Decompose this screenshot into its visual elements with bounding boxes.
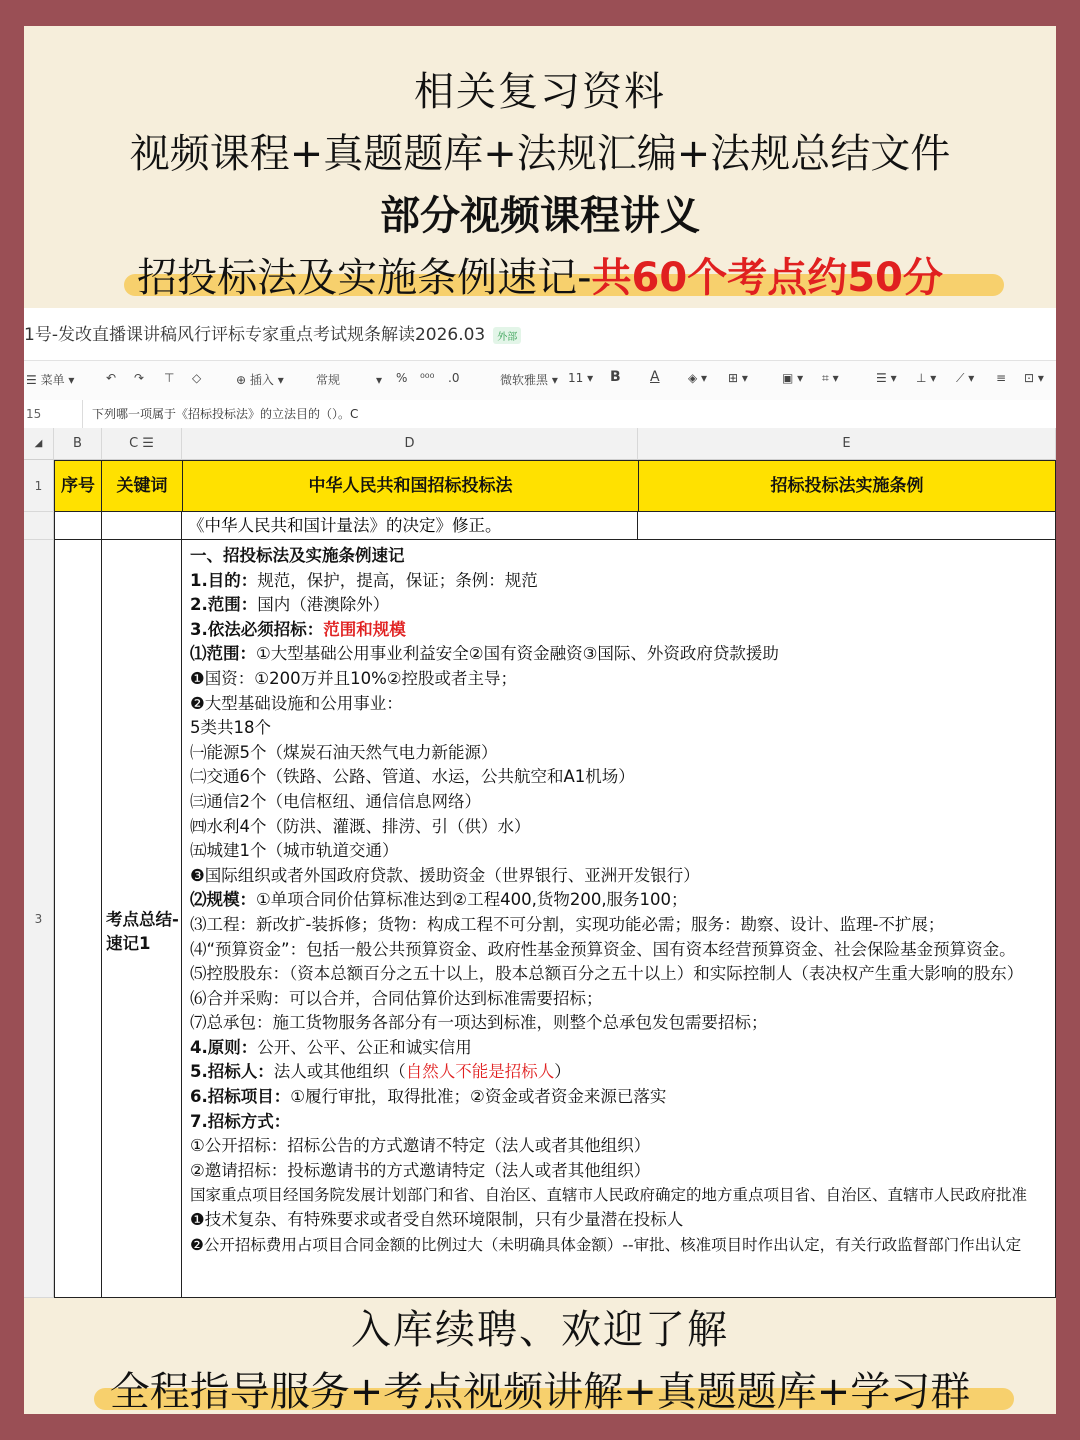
content-text: ①履行审批，取得批准；②资金或者资金来源已落实 bbox=[290, 1087, 667, 1107]
percent-button[interactable]: % bbox=[396, 371, 408, 385]
column-header-e[interactable] bbox=[638, 428, 1056, 460]
content-line: ②邀请招标：投标邀请书的方式邀请特定（法人或者其他组织） bbox=[190, 1160, 651, 1180]
wrap-text-icon[interactable]: ≡ bbox=[996, 371, 1007, 385]
content-line: ㈠能源5个（煤炭石油天然气电力新能源） bbox=[190, 742, 498, 762]
content-line bbox=[186, 569, 1056, 594]
content-line: ㈣水利4个（防洪、灌溉、排涝、引（供）水） bbox=[190, 816, 531, 836]
header-title: 相关复习资料 bbox=[414, 69, 666, 115]
number-format-label: 常规 bbox=[316, 373, 341, 387]
formula-bar bbox=[24, 400, 1056, 429]
header-summary-highlight: 共60个考点约50分 bbox=[591, 255, 943, 301]
header-lecture-notes: 部分视频课程讲义 bbox=[380, 193, 700, 239]
fill-color-icon[interactable]: ◈ ▾ bbox=[688, 371, 708, 385]
content-line: ㈤城建1个（城市轨道交通） bbox=[190, 841, 399, 861]
menu-icon: ☰ bbox=[26, 373, 37, 387]
row-header-1[interactable]: 1 bbox=[24, 460, 54, 512]
content-text: 国内（港澳除外） bbox=[257, 595, 390, 615]
header-cell-seq[interactable]: 序号 bbox=[54, 460, 102, 512]
content-line: ㈡交通6个（铁路、公路、管道、水运，公共航空和A1机场） bbox=[190, 767, 635, 787]
content-line bbox=[186, 1085, 1056, 1110]
spreadsheet-screenshot bbox=[24, 308, 1056, 1298]
plus-icon: ⊕ bbox=[236, 373, 247, 387]
content-text: 规范，保护，提高，保证；条例：规范 bbox=[257, 570, 538, 590]
content-line bbox=[186, 1110, 1056, 1135]
footer-invite: 入库续聘、欢迎了解 bbox=[351, 1307, 729, 1353]
footer-services: 全程指导服务+考点视频讲解+真题题库+学习群 bbox=[109, 1369, 971, 1414]
content-line: ❶技术复杂、有特殊要求或者受自然环境限制，只有少量潜在投标人 bbox=[190, 1210, 684, 1230]
column-d-label: D bbox=[404, 436, 415, 451]
content-line bbox=[186, 1060, 1056, 1085]
font-size-select[interactable]: 11 ▾ bbox=[568, 371, 594, 385]
header-cell-regulation[interactable]: 招标投标法实施条例 bbox=[638, 460, 1056, 512]
font-family-label: 微软雅黑 bbox=[500, 373, 549, 387]
menu-button[interactable]: ☰ 菜单 ▾ bbox=[26, 373, 75, 387]
content-line: ⑸控股股东：（资本总额百分之五十以上，股本总额百分之五十以上）和实际控制人（表决权产生重大影响的股东） bbox=[190, 964, 1024, 984]
bold-button[interactable]: B bbox=[610, 369, 621, 385]
cell-reference[interactable]: 15 bbox=[24, 400, 83, 428]
redo-icon[interactable]: ↷ bbox=[134, 371, 145, 385]
column-header-d[interactable] bbox=[182, 428, 638, 460]
content-line: ⑷“预算资金”：包括一般公共预算资金、政府性基金预算资金、国有资本经营预算资金、社会保险基金预算资金。 bbox=[190, 939, 1016, 959]
header-cell-law[interactable]: 中华人民共和国招标投标法 bbox=[182, 460, 639, 512]
keyword-line-1: 考点总结- bbox=[106, 910, 179, 929]
content-label: 2.范围： bbox=[190, 595, 258, 615]
external-tag: 外部 bbox=[493, 327, 521, 344]
content-text: 法人或其他组织（ bbox=[273, 1062, 406, 1082]
row-header-2[interactable] bbox=[24, 512, 54, 540]
header-summary bbox=[24, 246, 1056, 303]
cell-c2[interactable] bbox=[102, 512, 182, 540]
content-text: ） bbox=[554, 1062, 571, 1082]
content-line bbox=[186, 593, 1056, 618]
text-rotate-icon[interactable]: ⟋ ▾ bbox=[956, 371, 975, 385]
keyword-cell-text bbox=[106, 908, 179, 956]
keyword-line-2: 速记1 bbox=[106, 934, 151, 953]
document-title-text: 1号-发改直播课讲稿风行评标专家重点考试规条解读2026.03 bbox=[24, 325, 486, 345]
cell-b2[interactable] bbox=[54, 512, 102, 540]
insert-button[interactable]: ⊕ 插入 ▾ bbox=[236, 373, 284, 387]
content-line: 国家重点项目经国务院发展计划部门和省、自治区、直辖市人民政府确定的地方重点项目省、自治区、直辖市人民政府批准 bbox=[190, 1186, 1028, 1205]
vertical-align-icon[interactable]: ⊥ ▾ bbox=[916, 371, 937, 385]
content-label: 5.招标人： bbox=[190, 1062, 274, 1082]
menu-label: 菜单 bbox=[40, 373, 65, 387]
insert-label: 插入 bbox=[249, 373, 274, 387]
column-e-label: E bbox=[842, 436, 851, 451]
document-title bbox=[24, 320, 521, 345]
select-all-corner[interactable]: ◢ bbox=[24, 428, 54, 460]
font-size-label: 11 bbox=[568, 371, 584, 385]
more-icon[interactable]: ⊡ ▾ bbox=[1024, 371, 1044, 385]
content-line: ①公开招标：招标公告的方式邀请不特定（法人或者其他组织） bbox=[190, 1136, 651, 1156]
undo-icon[interactable]: ↶ bbox=[106, 371, 117, 385]
content-line: ⑹合并采购：可以合并，合同估算价达到标准需要招标； bbox=[190, 988, 603, 1008]
content-text: 公开、公平、公正和诚实信用 bbox=[257, 1037, 472, 1057]
column-b-label: B bbox=[73, 436, 82, 451]
align-icon[interactable]: ☰ ▾ bbox=[876, 371, 897, 385]
content-line bbox=[186, 888, 1056, 913]
filter-icon[interactable]: ☰ bbox=[142, 436, 154, 451]
crop-icon[interactable]: ⌗ ▾ bbox=[822, 371, 839, 385]
content-highlight: 范围和规模 bbox=[323, 619, 406, 639]
header-summary-text: 招投标法及实施条例速记- bbox=[137, 255, 592, 301]
content-label: 3.依法必须招标： bbox=[190, 619, 324, 639]
merge-cells-icon[interactable]: ▣ ▾ bbox=[782, 371, 804, 385]
formula-input[interactable]: 下列哪一项属于《招标投标法》的立法目的（）。C bbox=[92, 407, 359, 421]
decimal-button[interactable]: .0 bbox=[448, 371, 460, 385]
content-label: ⑴范围： bbox=[190, 644, 256, 664]
content-line: ❷大型基础设施和公用事业： bbox=[190, 693, 403, 713]
content-line: ⑶工程：新改扩-装拆修；货物：构成工程不可分割，实现功能必需；服务：勘察、设计、监理-不扩展； bbox=[190, 914, 945, 934]
content-line: ❸国际组织或者外国政府贷款、援助资金（世界银行、亚洲开发银行） bbox=[190, 865, 700, 885]
font-family-select[interactable]: 微软雅黑 ▾ bbox=[500, 373, 558, 387]
content-line: ⑺总承包：施工货物服务各部分有一项达到标准，则整个总承包发包需要招标； bbox=[190, 1013, 768, 1033]
content-line: 5类共18个 bbox=[190, 718, 271, 738]
content-label: ⑵规模： bbox=[190, 890, 256, 910]
summary-content bbox=[186, 544, 1056, 1257]
eraser-icon[interactable]: ◇ bbox=[192, 371, 202, 385]
content-heading: 一、招投标法及实施条例速记 bbox=[190, 546, 405, 565]
content-line: ❷公开招标费用占项目合同金额的比例过大（未明确具体金额）--审批、核准项目时作出认定，有关行政监督部门作出认定 bbox=[190, 1235, 1022, 1254]
content-line bbox=[186, 642, 1056, 667]
content-line bbox=[186, 618, 1056, 643]
format-painter-icon[interactable]: ⊤ bbox=[164, 371, 175, 385]
content-label: 1.目的： bbox=[190, 570, 258, 590]
cell-e2[interactable] bbox=[638, 512, 1056, 540]
number-format-select[interactable]: 常规 ▾ bbox=[316, 373, 383, 387]
content-text: ①单项合同价估算标准达到②工程400,货物200,服务100； bbox=[256, 890, 688, 910]
toolbar bbox=[24, 360, 1056, 402]
header-subtitle: 视频课程+真题题库+法规汇编+法规总结文件 bbox=[129, 131, 951, 177]
border-icon[interactable]: ⊞ ▾ bbox=[728, 371, 748, 385]
content-line: ㈢通信2个（电信枢纽、通信信息网络） bbox=[190, 791, 481, 811]
content-line bbox=[186, 544, 1056, 569]
font-color-button[interactable]: A bbox=[650, 369, 660, 385]
row-header-3[interactable]: 3 bbox=[24, 540, 54, 1298]
column-c-label: C bbox=[129, 436, 139, 451]
column-header-b[interactable] bbox=[54, 428, 102, 460]
cell-b3[interactable] bbox=[54, 540, 102, 1298]
poster-card bbox=[24, 26, 1056, 1414]
cell-d2[interactable]: 《中华人民共和国计量法》的决定》修正。 bbox=[182, 512, 638, 540]
content-highlight: 自然人不能是招标人 bbox=[405, 1062, 555, 1082]
thousand-separator-button[interactable]: ⁰⁰⁰ bbox=[420, 371, 435, 385]
content-text: ①大型基础公用事业利益安全②国有资金融资③国际、外资政府贷款援助 bbox=[256, 644, 779, 664]
column-header-c[interactable] bbox=[102, 428, 182, 460]
content-line: ❶国资：①200万并且10%②控股或者主导； bbox=[190, 668, 518, 688]
content-label: 6.招标项目： bbox=[190, 1087, 291, 1107]
content-line bbox=[186, 1036, 1056, 1061]
content-label: 7.招标方式： bbox=[190, 1111, 291, 1131]
content-label: 4.原则： bbox=[190, 1037, 258, 1057]
header-cell-keyword[interactable]: 关键词 bbox=[101, 460, 183, 512]
